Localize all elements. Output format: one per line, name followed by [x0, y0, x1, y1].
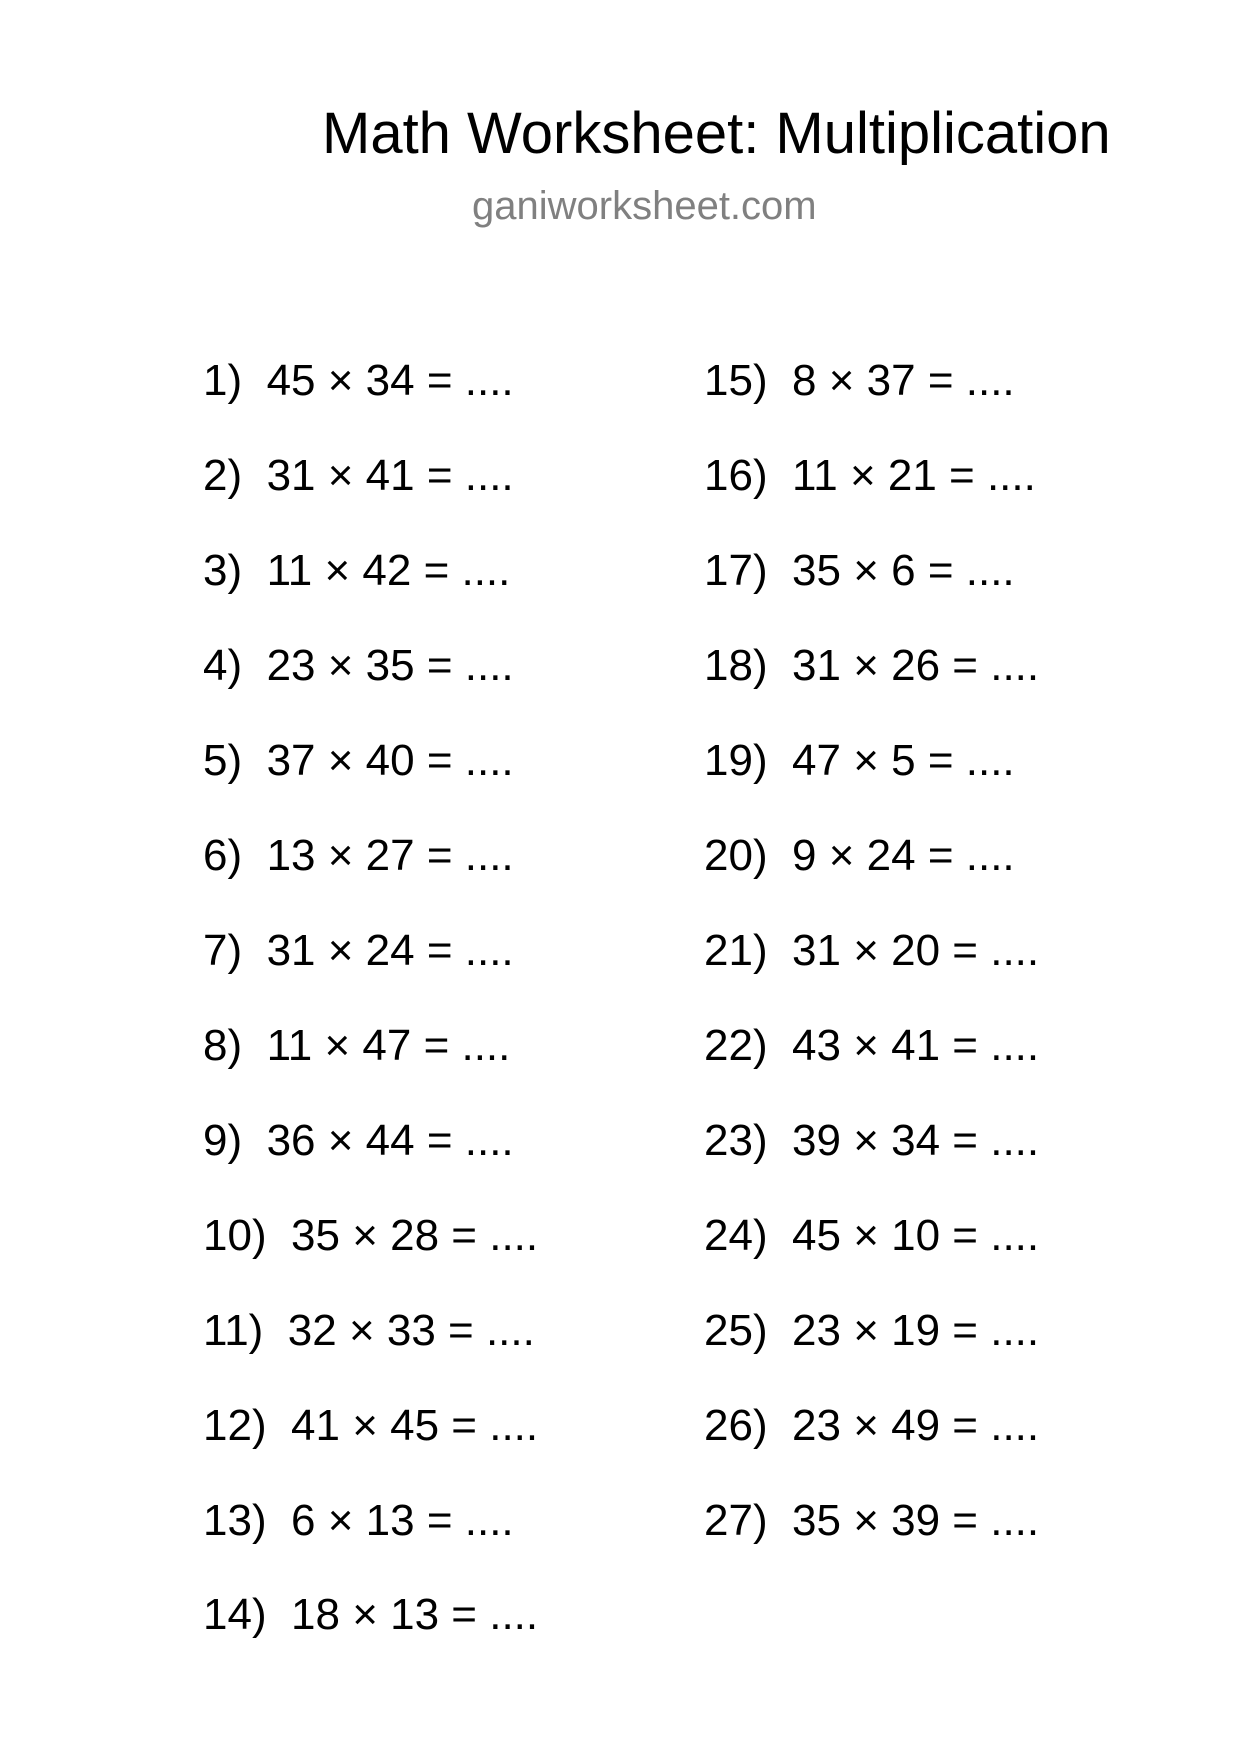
problem-number: 17) — [704, 546, 768, 595]
problem-expression: 45 × 34 = .... — [266, 356, 514, 405]
problem-number: 1) — [203, 356, 243, 405]
problem-number: 5) — [203, 736, 243, 785]
problem-expression: 35 × 6 = .... — [792, 546, 1015, 595]
problem-item — [704, 736, 1015, 786]
problem-item — [704, 641, 1039, 691]
problem-item — [203, 356, 514, 406]
problem-number: 19) — [704, 736, 768, 785]
problem-item — [704, 356, 1015, 406]
problem-number: 10) — [203, 1211, 267, 1260]
problem-number: 8) — [203, 1021, 243, 1070]
problem-expression: 23 × 35 = .... — [266, 641, 514, 690]
problem-number: 9) — [203, 1116, 243, 1165]
problem-expression: 35 × 28 = .... — [291, 1211, 539, 1260]
site-subtitle: ganiworksheet.com — [472, 184, 817, 228]
problem-number: 15) — [704, 356, 768, 405]
problem-number: 16) — [704, 451, 768, 500]
problem-expression: 32 × 33 = .... — [287, 1306, 535, 1355]
problem-expression: 11 × 21 = .... — [792, 451, 1036, 500]
problem-number: 14) — [203, 1590, 267, 1639]
problem-item — [704, 1211, 1039, 1261]
problem-expression: 23 × 19 = .... — [792, 1306, 1040, 1355]
problem-expression: 11 × 42 = .... — [266, 546, 511, 595]
problem-item — [203, 546, 510, 596]
problem-expression: 11 × 47 = .... — [266, 1021, 511, 1070]
problem-number: 25) — [704, 1306, 768, 1355]
problem-number: 26) — [704, 1401, 768, 1450]
page-title: Math Worksheet: Multiplication — [322, 101, 1111, 166]
problem-item — [203, 1401, 538, 1451]
problem-expression: 8 × 37 = .... — [792, 356, 1015, 405]
problem-number: 24) — [704, 1211, 768, 1260]
problem-number: 27) — [704, 1496, 768, 1545]
problem-item — [203, 1496, 514, 1546]
problem-number: 12) — [203, 1401, 267, 1450]
problem-expression: 13 × 27 = .... — [266, 831, 514, 880]
problem-item — [704, 451, 1036, 501]
problem-expression: 35 × 39 = .... — [792, 1496, 1040, 1545]
problem-number: 13) — [203, 1496, 267, 1545]
problem-item — [203, 1211, 538, 1261]
problem-number: 7) — [203, 926, 243, 975]
problem-item — [704, 1116, 1039, 1166]
problem-number: 11) — [203, 1306, 264, 1355]
problem-item — [704, 546, 1015, 596]
problem-item — [203, 1590, 538, 1640]
problem-expression: 31 × 20 = .... — [792, 926, 1040, 975]
problem-item — [203, 1021, 510, 1071]
problem-expression: 23 × 49 = .... — [792, 1401, 1040, 1450]
problem-item — [203, 1116, 514, 1166]
problem-expression: 31 × 26 = .... — [792, 641, 1040, 690]
problem-number: 21) — [704, 926, 768, 975]
problem-number: 22) — [704, 1021, 768, 1070]
problem-item — [704, 1401, 1039, 1451]
problem-item — [704, 1496, 1039, 1546]
problem-item — [203, 641, 514, 691]
problem-number: 6) — [203, 831, 243, 880]
problem-item — [704, 1021, 1039, 1071]
problem-expression: 9 × 24 = .... — [792, 831, 1015, 880]
problem-number: 2) — [203, 451, 243, 500]
problem-expression: 47 × 5 = .... — [792, 736, 1015, 785]
problem-expression: 31 × 41 = .... — [266, 451, 514, 500]
problem-item — [203, 831, 514, 881]
problem-item — [203, 451, 514, 501]
problem-expression: 36 × 44 = .... — [266, 1116, 514, 1165]
problem-number: 3) — [203, 546, 243, 595]
problem-expression: 39 × 34 = .... — [792, 1116, 1040, 1165]
problem-number: 18) — [704, 641, 768, 690]
problem-item — [704, 831, 1015, 881]
problem-item — [704, 1306, 1039, 1356]
problem-item — [704, 926, 1039, 976]
problem-expression: 18 × 13 = .... — [291, 1590, 539, 1639]
problem-expression: 31 × 24 = .... — [266, 926, 514, 975]
problem-expression: 41 × 45 = .... — [291, 1401, 539, 1450]
problem-number: 20) — [704, 831, 768, 880]
problem-item — [203, 1306, 535, 1356]
problem-number: 23) — [704, 1116, 768, 1165]
problem-item — [203, 736, 514, 786]
problem-number: 4) — [203, 641, 243, 690]
problem-expression: 45 × 10 = .... — [792, 1211, 1040, 1260]
problem-item — [203, 926, 514, 976]
problem-expression: 37 × 40 = .... — [266, 736, 514, 785]
problem-expression: 43 × 41 = .... — [792, 1021, 1040, 1070]
problem-expression: 6 × 13 = .... — [291, 1496, 514, 1545]
